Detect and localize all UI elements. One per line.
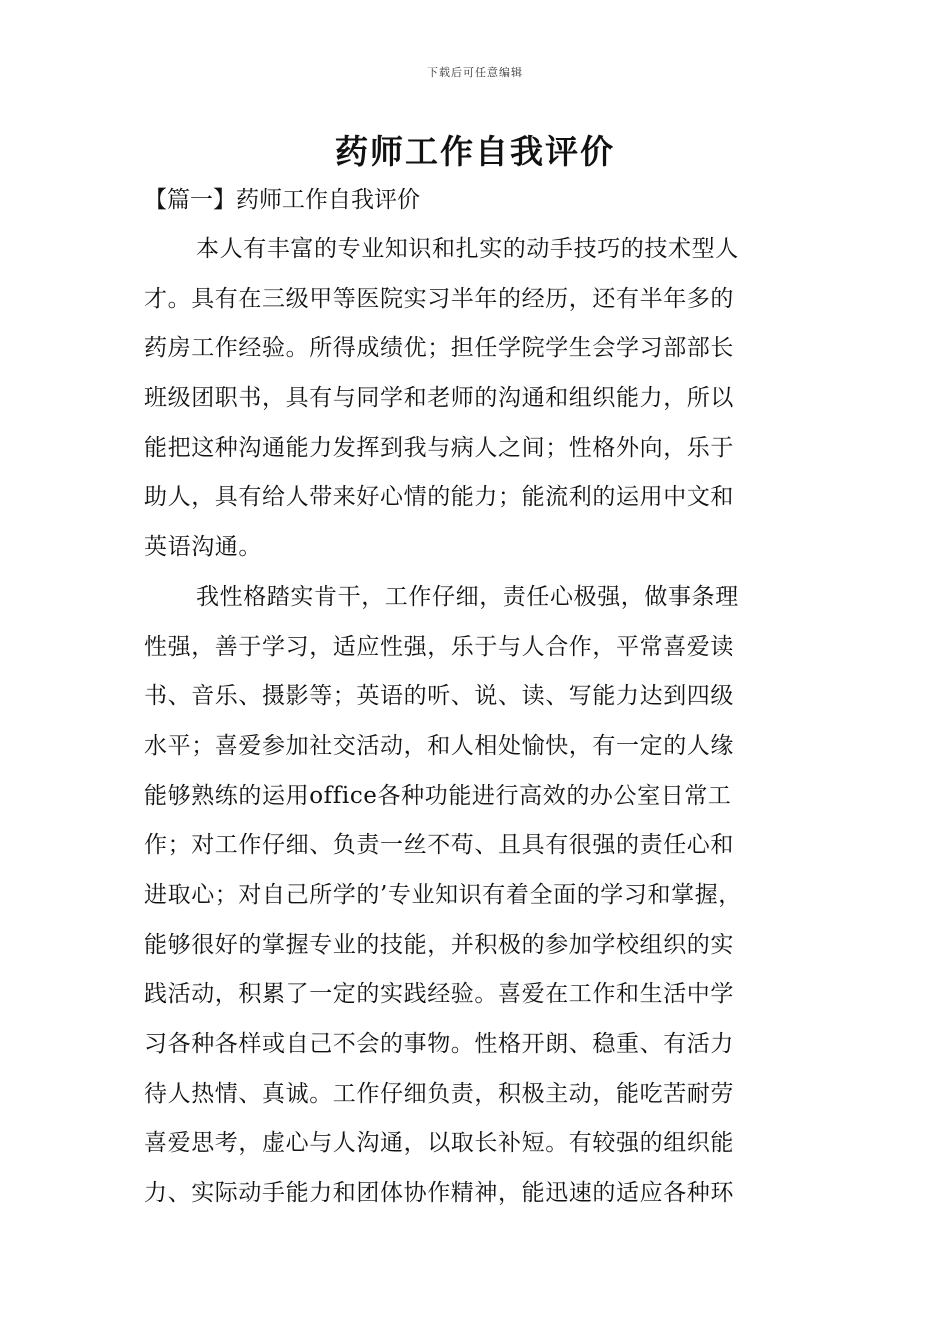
text-line: 践活动，积累了一定的实践经验。喜爱在工作和生活中学: [144, 981, 734, 1008]
document-title: 药师工作自我评价: [335, 132, 615, 171]
text-line: 习各种各样或自己不会的事物。性格开朗、稳重、有活力: [144, 1031, 734, 1057]
text-line: 药房工作经验。所得成绩优；担任学院学生会学习部部长: [144, 335, 734, 362]
text-line: 能够熟练的运用office各种功能进行高效的办公室日常工: [144, 782, 732, 809]
text-line: 进取心；对自己所学的’专业知识有着全面的学习和掌握，: [144, 881, 742, 908]
text-line: 性强，善于学习，适应性强，乐于与人合作，平常喜爱读: [144, 633, 734, 660]
text-line: 英语沟通。: [144, 534, 262, 561]
paragraph-1: [144, 225, 809, 573]
text-line: 力、实际动手能力和团体协作精神，能迅速的适应各种环: [144, 1180, 734, 1207]
header-note: 下载后可任意编辑: [427, 66, 523, 79]
text-line: 才。具有在三级甲等医院实习半年的经历，还有半年多的: [144, 285, 734, 312]
text-line: 书、音乐、摄影等；英语的听、说、读、写能力达到四级: [144, 683, 734, 710]
text-line: 班级团职书，具有与同学和老师的沟通和组织能力，所以: [144, 385, 734, 412]
body-text: [144, 225, 809, 1219]
text-line: 能够很好的掌握专业的技能，并积极的参加学校组织的实: [144, 931, 734, 958]
text-line: 我性格踏实肯干，工作仔细，责任心极强，做事条理: [196, 583, 739, 610]
text-line: 待人热情、真诚。工作仔细负责，积极主动，能吃苦耐劳: [144, 1080, 734, 1107]
text-line: 能把这种沟通能力发挥到我与病人之间；性格外向，乐于: [144, 434, 734, 461]
text-line: 喜爱思考，虚心与人沟通，以取长补短。有较强的组织能: [144, 1130, 734, 1157]
text-line: 作；对工作仔细、负责一丝不苟、且具有很强的责任心和: [144, 832, 734, 859]
text-line: 水平；喜爱参加社交活动，和人相处愉快，有一定的人缘: [144, 732, 734, 759]
text-line: 本人有丰富的专业知识和扎实的动手技巧的技术型人: [196, 236, 739, 262]
paragraph-2: [144, 573, 809, 1219]
text-line: 助人，具有给人带来好心情的能力；能流利的运用中文和: [144, 484, 734, 511]
section-heading: 【篇一】药师工作自我评价: [144, 187, 420, 213]
